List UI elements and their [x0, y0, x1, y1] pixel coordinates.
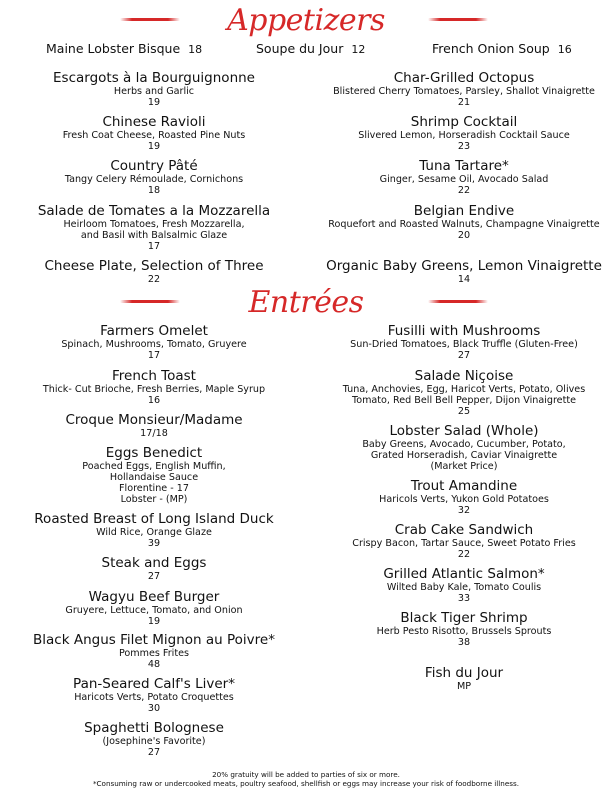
item-price: 19 — [147, 141, 161, 152]
menu-item — [314, 114, 612, 152]
item-description: Slivered Lemon, Horseradish Cocktail Sauce — [358, 130, 570, 141]
item-price: 19 — [147, 616, 161, 627]
item-price: 33 — [457, 593, 471, 604]
menu-item — [314, 478, 612, 516]
item-price: 17/18 — [140, 428, 168, 439]
menu-item — [4, 445, 304, 505]
menu-item — [4, 368, 304, 406]
item-name: Farmers Omelet — [100, 323, 208, 339]
menu-item — [314, 522, 612, 560]
menu-item — [4, 158, 304, 196]
menu-item — [4, 720, 304, 758]
item-price: 19 — [147, 97, 161, 108]
item-name: Char-Grilled Octopus — [393, 70, 535, 86]
item-description: Wild Rice, Orange Glaze — [96, 527, 212, 538]
item-name: Roasted Breast of Long Island Duck — [34, 511, 274, 527]
item-description: Heirloom Tomatoes, Fresh Mozzarella, — [63, 219, 245, 230]
item-price: 30 — [147, 703, 161, 714]
appetizers-header — [0, 4, 612, 38]
item-description: Ginger, Sesame Oil, Avocado Salad — [379, 174, 549, 185]
item-price: 22 — [457, 549, 471, 560]
menu-item — [4, 589, 304, 627]
soup-price: 12 — [351, 43, 366, 56]
item-name: Chinese Ravioli — [102, 114, 206, 130]
item-name: Spaghetti Bolognese — [84, 720, 224, 736]
item-price: 21 — [457, 97, 471, 108]
item-price: 23 — [457, 141, 471, 152]
entrees-header — [0, 284, 612, 318]
item-name: Pan-Seared Calf's Liver* — [73, 676, 235, 692]
item-price: MP — [456, 681, 472, 692]
item-price: 27 — [147, 747, 161, 758]
item-description: (Josephine's Favorite) — [102, 736, 206, 747]
item-price: 25 — [457, 406, 471, 417]
item-description: Fresh Coat Cheese, Roasted Pine Nuts — [62, 130, 246, 141]
item-name: Grilled Atlantic Salmon* — [383, 566, 545, 582]
item-price: 18 — [147, 185, 161, 196]
item-name: Organic Baby Greens, Lemon Vinaigrette — [326, 258, 602, 274]
appetizers-title: Appetizers — [227, 3, 385, 38]
soup-name: Maine Lobster Bisque — [46, 41, 181, 56]
item-name: Black Angus Filet Mignon au Poivre* — [33, 632, 275, 648]
item-description: and Basil with Balsalmic Glaze — [80, 230, 228, 241]
item-description: Gruyere, Lettuce, Tomato, and Onion — [65, 605, 243, 616]
item-price: 48 — [147, 659, 161, 670]
item-description: Florentine - 17 — [119, 483, 189, 494]
item-name: Tuna Tartare* — [419, 158, 509, 174]
item-name: Wagyu Beef Burger — [88, 589, 220, 605]
item-price: 39 — [147, 538, 161, 549]
item-price: 32 — [457, 505, 471, 516]
item-name: Steak and Eggs — [101, 555, 207, 571]
item-description: Crispy Bacon, Tartar Sauce, Sweet Potato Fries — [352, 538, 576, 549]
soup-name: Soupe du Jour — [256, 41, 344, 56]
item-description: (Market Price) — [430, 461, 498, 472]
menu-item — [4, 70, 304, 108]
menu-item — [314, 258, 612, 285]
item-name: Eggs Benedict — [105, 445, 203, 461]
item-name: Croque Monsieur/Madame — [65, 412, 243, 428]
item-price: 17 — [147, 350, 161, 361]
soup-item — [432, 41, 572, 56]
menu-item — [314, 610, 612, 648]
item-description: Baby Greens, Avocado, Cucumber, Potato, — [362, 439, 566, 450]
item-name: Escargots à la Bourguignonne — [53, 70, 255, 86]
item-name: Cheese Plate, Selection of Three — [44, 258, 264, 274]
item-name: Lobster Salad (Whole) — [389, 423, 539, 439]
menu-item — [4, 412, 304, 439]
item-description: Wilted Baby Kale, Tomato Coulis — [386, 582, 542, 593]
item-description: Blistered Cherry Tomatoes, Parsley, Shallot Vinaigrette — [333, 86, 595, 97]
soup-name: French Onion Soup — [432, 41, 550, 56]
item-price: 16 — [147, 395, 161, 406]
soups-row — [0, 41, 612, 59]
item-description: Spinach, Mushrooms, Tomato, Gruyere — [61, 339, 247, 350]
menu-item — [314, 323, 612, 361]
item-description: Herbs and Garlic — [113, 86, 195, 97]
item-name: Salade de Tomates a la Mozzarella — [37, 203, 271, 219]
menu-item — [314, 665, 612, 692]
item-description: Tomato, Red Bell Bell Pepper, Dijon Vinaigrette — [351, 395, 577, 406]
menu-item — [314, 158, 612, 196]
soup-item — [46, 41, 202, 56]
menu-item — [314, 70, 612, 108]
menu-item — [4, 676, 304, 714]
menu-item — [4, 632, 304, 670]
menu-item — [4, 323, 304, 361]
item-price: 27 — [457, 350, 471, 361]
menu-item — [314, 423, 612, 472]
item-price: 14 — [457, 274, 471, 285]
menu-item — [4, 511, 304, 549]
item-name: Salade Niçoise — [414, 368, 514, 384]
gratuity-note: 20% gratuity will be added to parties of six or more. — [212, 770, 400, 779]
soup-price: 16 — [557, 43, 572, 56]
item-price: 38 — [457, 637, 471, 648]
item-description: Roquefort and Roasted Walnuts, Champagne Vinaigrette — [328, 219, 600, 230]
item-price: 22 — [147, 274, 161, 285]
item-price: 27 — [147, 571, 161, 582]
item-name: Trout Amandine — [410, 478, 518, 494]
consumption-warning: *Consuming raw or undercooked meats, poultry seafood, shellfish or eggs may increase your risk of foodborne illness. — [92, 779, 520, 788]
soup-item — [256, 41, 365, 56]
menu-item — [4, 114, 304, 152]
item-name: Crab Cake Sandwich — [394, 522, 534, 538]
item-description: Herb Pesto Risotto, Brussels Sprouts — [376, 626, 552, 637]
menu-item — [4, 203, 304, 252]
menu-item — [314, 368, 612, 417]
item-name: Country Pâté — [110, 158, 198, 174]
item-description: Lobster - (MP) — [120, 494, 188, 505]
menu-item — [4, 258, 304, 285]
entrees-title: Entrées — [248, 285, 364, 320]
item-price: 20 — [457, 230, 471, 241]
item-name: French Toast — [112, 368, 196, 384]
item-name: Black Tiger Shrimp — [400, 610, 528, 626]
item-description: Thick- Cut Brioche, Fresh Berries, Maple Syrup — [42, 384, 266, 395]
item-description: Haricots Verts, Potato Croquettes — [74, 692, 234, 703]
item-price: 22 — [457, 185, 471, 196]
menu-item — [314, 566, 612, 604]
menu-item — [314, 203, 612, 241]
item-description: Hollandaise Sauce — [109, 472, 199, 483]
menu-item — [4, 555, 304, 582]
item-name: Fusilli with Mushrooms — [387, 323, 541, 339]
item-name: Fish du Jour — [424, 665, 504, 681]
item-description: Grated Horseradish, Caviar Vinaigrette — [370, 450, 558, 461]
item-name: Shrimp Cocktail — [410, 114, 518, 130]
item-name: Belgian Endive — [413, 203, 515, 219]
item-description: Tuna, Anchovies, Egg, Haricot Verts, Potato, Olives — [342, 384, 586, 395]
item-price: 17 — [147, 241, 161, 252]
soup-price: 18 — [188, 43, 203, 56]
item-description: Pommes Frites — [118, 648, 190, 659]
item-description: Sun-Dried Tomatoes, Black Truffle (Gluten-Free) — [350, 339, 578, 350]
item-description: Haricols Verts, Yukon Gold Potatoes — [379, 494, 549, 505]
item-description: Poached Eggs, English Muffin, — [82, 461, 226, 472]
item-description: Tangy Celery Rémoulade, Cornichons — [64, 174, 244, 185]
